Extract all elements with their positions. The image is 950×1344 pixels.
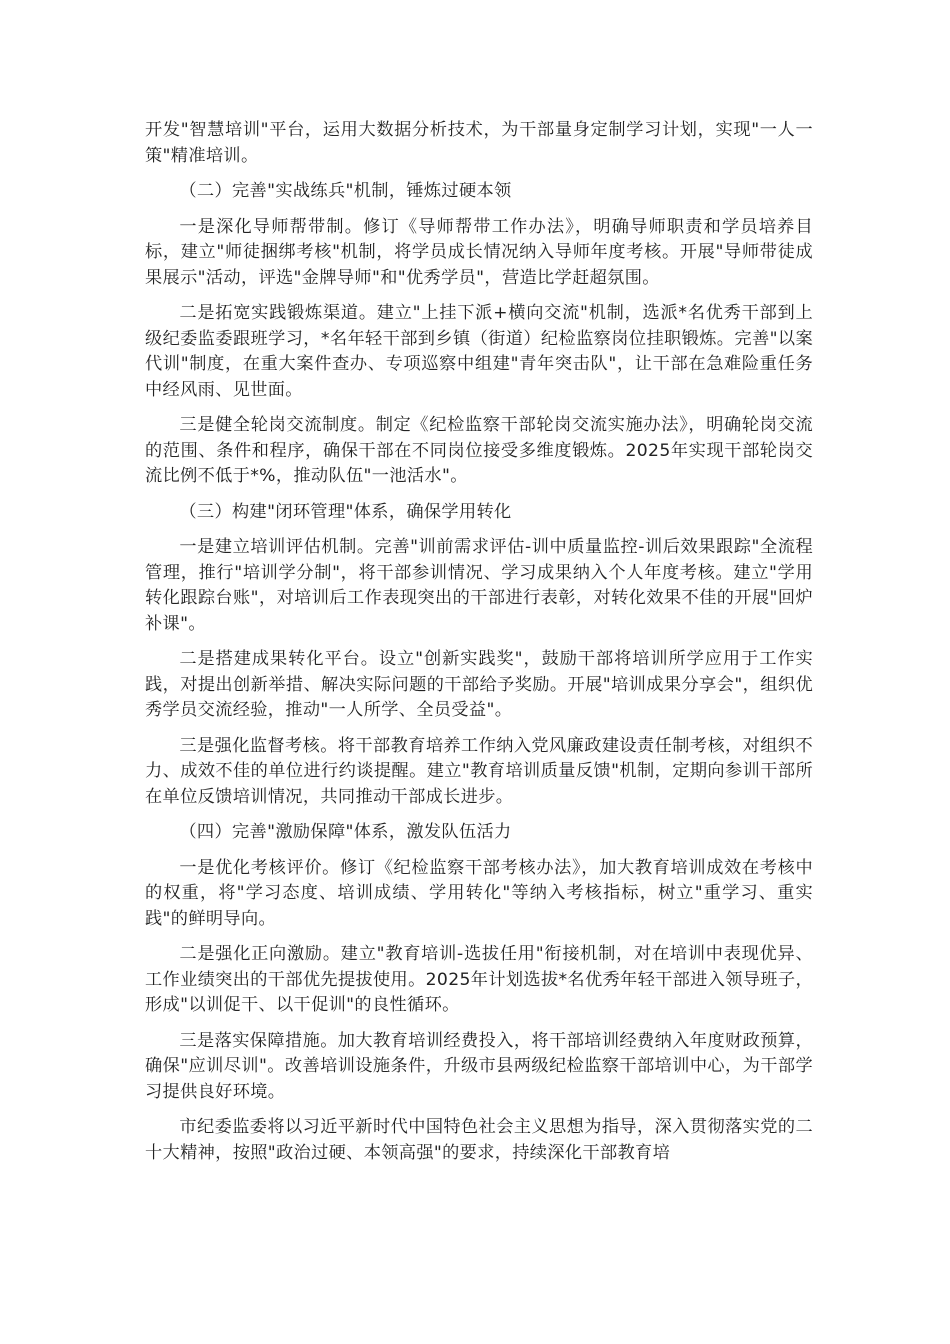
section-heading-4: （四）完善"激励保障"体系，激发队伍活力 bbox=[179, 822, 512, 842]
section-3-paragraph-3: 三是强化监督考核。将干部教育培养工作纳入党风廉政建设责任制考核，对组织不力、成效不佳的单位进行约谈提醒。建立"教育培训质量反馈"机制，定期向参训干部所在单位反馈培训情况，共同推动干部成长进步。 bbox=[145, 735, 813, 807]
closing-paragraph: 市纪委监委将以习近平新时代中国特色社会主义思想为指导，深入贯彻落实党的二十大精神，按照"政治过硬、本领高强"的要求，持续深化干部教育培 bbox=[145, 1117, 813, 1163]
section-3-paragraph-1: 一是建立培训评估机制。完善"训前需求评估-训中质量监控-训后效果跟踪"全流程管理，推行"培训学分制"，将干部参训情况、学习成果纳入个人年度考核。建立"学用转化跟踪台账"，对培训后工作表现突出的干部进行表彰，对转化效果不佳的开展"回炉补课"。 bbox=[145, 537, 813, 634]
section-2-paragraph-3: 三是健全轮岗交流制度。制定《纪检监察干部轮岗交流实施办法》，明确轮岗交流的范围、条件和程序，确保干部在不同岗位接受多维度锻炼。2025年实现干部轮岗交流比例不低于*%，推动队伍"一池活水"。 bbox=[145, 415, 813, 486]
section-4-paragraph-2: 二是强化正向激励。建立"教育培训-选拔任用"衔接机制，对在培训中表现优异、工作业绩突出的干部优先提拔使用。2025年计划选拔*名优秀年轻干部进入领导班子，形成"以训促干、以干促训"的良性循环。 bbox=[145, 944, 813, 1015]
section-heading-3: （三）构建"闭环管理"体系，确保学用转化 bbox=[179, 501, 512, 522]
section-2-paragraph-1: 一是深化导师帮带制。修订《导师帮带工作办法》，明确导师职责和学员培养目标，建立"师徒捆绑考核"机制，将学员成长情况纳入导师年度考核。开展"导师带徒成果展示"活动，评选"金牌导师"和"优秀学员"，营造比学赶超氛围。 bbox=[145, 216, 813, 288]
section-4-paragraph-3: 三是落实保障措施。加大教育培训经费投入，将干部培训经费纳入年度财政预算，确保"应训尽训"。改善培训设施条件，升级市县两级纪检监察干部培训中心，为干部学习提供良好环境。 bbox=[145, 1030, 813, 1102]
intro-paragraph: 开发"智慧培训"平台，运用大数据分析技术，为干部量身定制学习计划，实现"一人一策"精准培训。 bbox=[145, 120, 813, 166]
document-page bbox=[145, 118, 813, 1176]
section-3-paragraph-2: 二是搭建成果转化平台。设立"创新实践奖"，鼓励干部将培训所学应用于工作实践，对提出创新举措、解决实际问题的干部给予奖励。开展"培训成果分享会"，组织优秀学员交流经验，推动"一人所学、全员受益"。 bbox=[145, 649, 813, 720]
section-4-paragraph-1: 一是优化考核评价。修订《纪检监察干部考核办法》，加大教育培训成效在考核中的权重，将"学习态度、培训成绩、学用转化"等纳入考核指标，树立"重学习、重实践"的鲜明导向。 bbox=[145, 857, 813, 929]
section-heading-2: （二）完善"实战练兵"机制，锤炼过硬本领 bbox=[179, 181, 512, 201]
section-2-paragraph-2: 二是拓宽实践锻炼渠道。建立"上挂下派+横向交流"机制，选派*名优秀干部到上级纪委监委跟班学习，*名年轻干部到乡镇（街道）纪检监察岗位挂职锻炼。完善"以案代训"制度，在重大案件查办、专项巡察中组建"青年突击队"，让干部在急难险重任务中经风雨、见世面。 bbox=[145, 303, 813, 400]
